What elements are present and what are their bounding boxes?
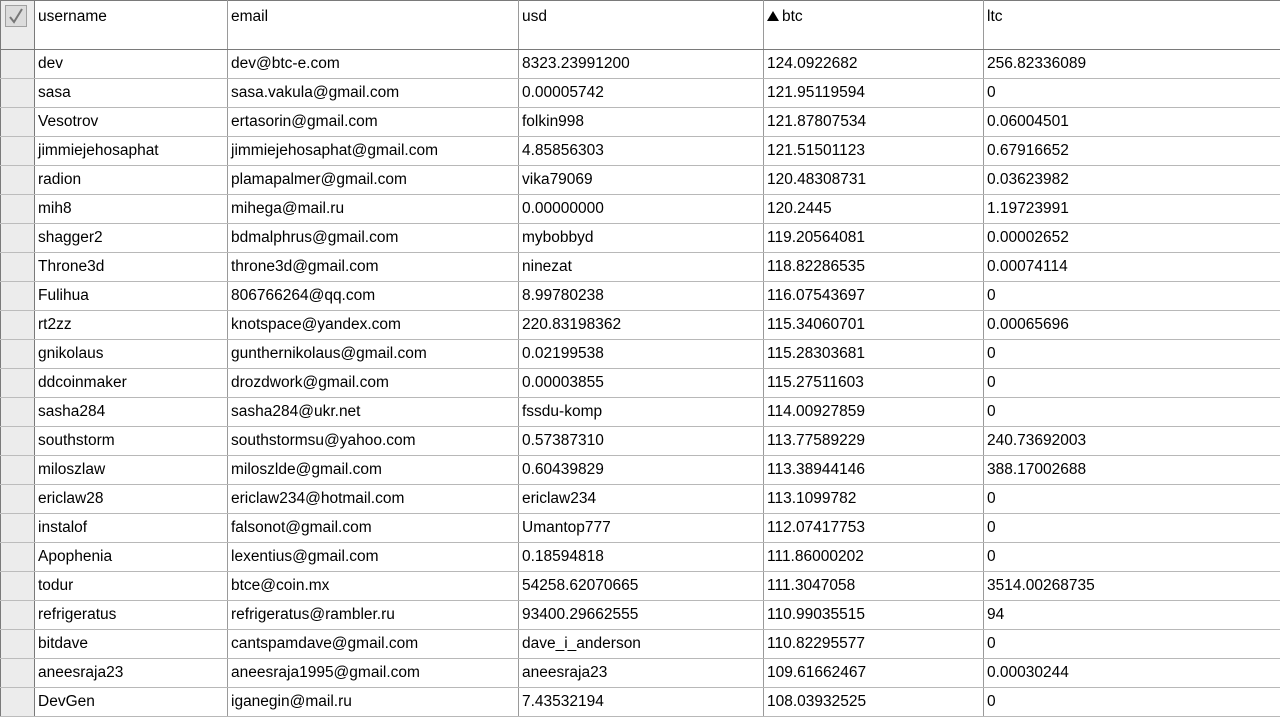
header-row — [1, 1, 1280, 50]
cell-username[interactable]: Fulihua — [35, 282, 228, 311]
cell-ltc[interactable]: 388.17002688 — [984, 456, 1280, 485]
cell-btc[interactable]: 113.1099782 — [764, 485, 984, 514]
cell-ltc[interactable]: 0 — [984, 79, 1280, 108]
table-row[interactable] — [1, 572, 1280, 601]
row-indicator[interactable] — [1, 456, 35, 485]
cell-ltc[interactable]: 94 — [984, 601, 1280, 630]
cell-usd[interactable]: 4.85856303 — [519, 137, 764, 166]
cell-email[interactable]: cantspamdave@gmail.com — [228, 630, 519, 659]
cell-usd[interactable]: 0.18594818 — [519, 543, 764, 572]
row-indicator[interactable] — [1, 543, 35, 572]
cell-ltc[interactable]: 0 — [984, 340, 1280, 369]
cell-usd[interactable]: folkin998 — [519, 108, 764, 137]
column-header-label: ltc — [987, 8, 1003, 25]
row-indicator[interactable] — [1, 688, 35, 717]
row-indicator[interactable] — [1, 427, 35, 456]
cell-ltc[interactable]: 0.67916652 — [984, 137, 1280, 166]
cell-usd[interactable]: 7.43532194 — [519, 688, 764, 717]
table-row[interactable] — [1, 427, 1280, 456]
column-header-label: usd — [522, 8, 547, 25]
table-row[interactable] — [1, 485, 1280, 514]
table-row[interactable] — [1, 108, 1280, 137]
cell-username[interactable]: instalof — [35, 514, 228, 543]
cell-username[interactable]: bitdave — [35, 630, 228, 659]
cell-email[interactable]: ertasorin@gmail.com — [228, 108, 519, 137]
cell-usd[interactable]: 0.57387310 — [519, 427, 764, 456]
cell-btc[interactable]: 119.20564081 — [764, 224, 984, 253]
row-indicator[interactable] — [1, 253, 35, 282]
cell-ltc[interactable]: 0 — [984, 543, 1280, 572]
cell-email[interactable]: plamapalmer@gmail.com — [228, 166, 519, 195]
table-row[interactable] — [1, 630, 1280, 659]
cell-usd[interactable]: 0.00003855 — [519, 369, 764, 398]
cell-btc[interactable]: 115.28303681 — [764, 340, 984, 369]
cell-email[interactable]: sasa.vakula@gmail.com — [228, 79, 519, 108]
cell-ltc[interactable]: 3514.00268735 — [984, 572, 1280, 601]
row-indicator[interactable] — [1, 601, 35, 630]
column-header-ltc[interactable] — [984, 1, 1280, 50]
cell-email[interactable]: mihega@mail.ru — [228, 195, 519, 224]
row-indicator[interactable] — [1, 282, 35, 311]
row-indicator[interactable] — [1, 340, 35, 369]
row-indicator[interactable] — [1, 630, 35, 659]
cell-ltc[interactable]: 0 — [984, 630, 1280, 659]
table-row[interactable] — [1, 543, 1280, 572]
row-indicator[interactable] — [1, 137, 35, 166]
row-indicator[interactable] — [1, 485, 35, 514]
cell-email[interactable]: drozdwork@gmail.com — [228, 369, 519, 398]
cell-ltc[interactable]: 0.00065696 — [984, 311, 1280, 340]
cell-usd[interactable]: 54258.62070665 — [519, 572, 764, 601]
cell-btc[interactable]: 109.61662467 — [764, 659, 984, 688]
table-row[interactable] — [1, 398, 1280, 427]
table-body — [1, 50, 1280, 717]
cell-username[interactable]: sasha284 — [35, 398, 228, 427]
cell-usd[interactable]: ericlaw234 — [519, 485, 764, 514]
column-header-usd[interactable] — [519, 1, 764, 50]
cell-usd[interactable]: 8323.23991200 — [519, 50, 764, 79]
column-header-btc[interactable] — [764, 1, 984, 50]
cell-ltc[interactable]: 0 — [984, 514, 1280, 543]
cell-btc[interactable]: 124.0922682 — [764, 50, 984, 79]
cell-username[interactable]: jimmiejehosaphat — [35, 137, 228, 166]
cell-btc[interactable]: 121.87807534 — [764, 108, 984, 137]
row-indicator[interactable] — [1, 572, 35, 601]
cell-btc[interactable]: 110.82295577 — [764, 630, 984, 659]
cell-username[interactable]: shagger2 — [35, 224, 228, 253]
cell-ltc[interactable]: 0 — [984, 398, 1280, 427]
cell-username[interactable]: radion — [35, 166, 228, 195]
cell-ltc[interactable]: 0.00074114 — [984, 253, 1280, 282]
table-row[interactable] — [1, 137, 1280, 166]
cell-email[interactable]: southstormsu@yahoo.com — [228, 427, 519, 456]
cell-email[interactable]: gunthernikolaus@gmail.com — [228, 340, 519, 369]
cell-usd[interactable]: ninezat — [519, 253, 764, 282]
row-indicator[interactable] — [1, 659, 35, 688]
cell-usd[interactable]: fssdu-komp — [519, 398, 764, 427]
cell-btc[interactable]: 112.07417753 — [764, 514, 984, 543]
cell-btc[interactable]: 120.2445 — [764, 195, 984, 224]
cell-email[interactable]: throne3d@gmail.com — [228, 253, 519, 282]
table-row[interactable] — [1, 79, 1280, 108]
cell-ltc[interactable]: 1.19723991 — [984, 195, 1280, 224]
cell-ltc[interactable]: 0 — [984, 369, 1280, 398]
cell-usd[interactable]: mybobbyd — [519, 224, 764, 253]
table-row[interactable] — [1, 659, 1280, 688]
table-row[interactable] — [1, 601, 1280, 630]
column-header-label: username — [38, 8, 107, 25]
sort-up-icon — [767, 11, 779, 21]
cell-usd[interactable]: 0.00000000 — [519, 195, 764, 224]
cell-email[interactable]: miloszlde@gmail.com — [228, 456, 519, 485]
cell-usd[interactable]: 93400.29662555 — [519, 601, 764, 630]
row-indicator[interactable] — [1, 50, 35, 79]
check-icon[interactable] — [5, 5, 27, 27]
row-indicator[interactable] — [1, 398, 35, 427]
cell-ltc[interactable]: 0 — [984, 688, 1280, 717]
cell-btc[interactable]: 120.48308731 — [764, 166, 984, 195]
cell-username[interactable]: southstorm — [35, 427, 228, 456]
cell-email[interactable]: bdmalphrus@gmail.com — [228, 224, 519, 253]
row-indicator[interactable] — [1, 108, 35, 137]
cell-usd[interactable]: 0.60439829 — [519, 456, 764, 485]
cell-email[interactable]: refrigeratus@rambler.ru — [228, 601, 519, 630]
table-row[interactable] — [1, 514, 1280, 543]
cell-btc[interactable]: 111.86000202 — [764, 543, 984, 572]
cell-btc[interactable]: 118.82286535 — [764, 253, 984, 282]
cell-username[interactable]: aneesraja23 — [35, 659, 228, 688]
table-row[interactable] — [1, 311, 1280, 340]
select-all-cell[interactable] — [1, 1, 35, 50]
column-header-label: btc — [782, 8, 803, 25]
column-header-email[interactable] — [228, 1, 519, 50]
cell-usd[interactable]: vika79069 — [519, 166, 764, 195]
cell-username[interactable]: gnikolaus — [35, 340, 228, 369]
cell-username[interactable]: ddcoinmaker — [35, 369, 228, 398]
row-indicator[interactable] — [1, 514, 35, 543]
cell-ltc[interactable]: 0.00030244 — [984, 659, 1280, 688]
cell-ltc[interactable]: 0.06004501 — [984, 108, 1280, 137]
cell-btc[interactable]: 108.03932525 — [764, 688, 984, 717]
cell-usd[interactable]: 8.99780238 — [519, 282, 764, 311]
table-row[interactable] — [1, 340, 1280, 369]
cell-username[interactable]: miloszlaw — [35, 456, 228, 485]
cell-btc[interactable]: 113.38944146 — [764, 456, 984, 485]
cell-email[interactable]: knotspace@yandex.com — [228, 311, 519, 340]
table-row[interactable] — [1, 166, 1280, 195]
cell-btc[interactable]: 115.34060701 — [764, 311, 984, 340]
cell-username[interactable]: rt2zz — [35, 311, 228, 340]
cell-ltc[interactable]: 0.00002652 — [984, 224, 1280, 253]
cell-btc[interactable]: 121.51501123 — [764, 137, 984, 166]
table-row[interactable] — [1, 50, 1280, 79]
cell-usd[interactable]: 220.83198362 — [519, 311, 764, 340]
row-indicator[interactable] — [1, 166, 35, 195]
cell-btc[interactable]: 111.3047058 — [764, 572, 984, 601]
cell-username[interactable]: sasa — [35, 79, 228, 108]
cell-email[interactable]: 806766264@qq.com — [228, 282, 519, 311]
table-row[interactable] — [1, 369, 1280, 398]
cell-ltc[interactable]: 256.82336089 — [984, 50, 1280, 79]
table-row[interactable] — [1, 688, 1280, 717]
cell-btc[interactable]: 113.77589229 — [764, 427, 984, 456]
cell-email[interactable]: lexentius@gmail.com — [228, 543, 519, 572]
cell-usd[interactable]: 0.00005742 — [519, 79, 764, 108]
row-indicator[interactable] — [1, 311, 35, 340]
table-row[interactable] — [1, 253, 1280, 282]
table-row[interactable] — [1, 224, 1280, 253]
cell-btc[interactable]: 121.95119594 — [764, 79, 984, 108]
column-header-username[interactable] — [35, 1, 228, 50]
cell-username[interactable]: dev — [35, 50, 228, 79]
cell-ltc[interactable]: 240.73692003 — [984, 427, 1280, 456]
cell-username[interactable]: Vesotrov — [35, 108, 228, 137]
cell-username[interactable]: todur — [35, 572, 228, 601]
cell-username[interactable]: ericlaw28 — [35, 485, 228, 514]
cell-email[interactable]: sasha284@ukr.net — [228, 398, 519, 427]
row-indicator[interactable] — [1, 369, 35, 398]
row-indicator[interactable] — [1, 224, 35, 253]
cell-usd[interactable]: Umantop777 — [519, 514, 764, 543]
cell-email[interactable]: ericlaw234@hotmail.com — [228, 485, 519, 514]
cell-btc[interactable]: 110.99035515 — [764, 601, 984, 630]
cell-usd[interactable]: 0.02199538 — [519, 340, 764, 369]
table-row[interactable] — [1, 282, 1280, 311]
row-indicator[interactable] — [1, 195, 35, 224]
cell-email[interactable]: btce@coin.mx — [228, 572, 519, 601]
cell-username[interactable]: Apophenia — [35, 543, 228, 572]
cell-email[interactable]: dev@btc-e.com — [228, 50, 519, 79]
column-header-label: email — [231, 8, 269, 25]
cell-btc[interactable]: 114.00927859 — [764, 398, 984, 427]
cell-email[interactable]: jimmiejehosaphat@gmail.com — [228, 137, 519, 166]
cell-username[interactable]: DevGen — [35, 688, 228, 717]
cell-email[interactable]: falsonot@gmail.com — [228, 514, 519, 543]
cell-usd[interactable]: dave_i_anderson — [519, 630, 764, 659]
table-row[interactable] — [1, 195, 1280, 224]
cell-btc[interactable]: 116.07543697 — [764, 282, 984, 311]
row-indicator[interactable] — [1, 79, 35, 108]
cell-username[interactable]: refrigeratus — [35, 601, 228, 630]
cell-ltc[interactable]: 0 — [984, 485, 1280, 514]
cell-usd[interactable]: aneesraja23 — [519, 659, 764, 688]
cell-username[interactable]: mih8 — [35, 195, 228, 224]
cell-ltc[interactable]: 0.03623982 — [984, 166, 1280, 195]
cell-btc[interactable]: 115.27511603 — [764, 369, 984, 398]
table-row[interactable] — [1, 456, 1280, 485]
cell-email[interactable]: iganegin@mail.ru — [228, 688, 519, 717]
cell-ltc[interactable]: 0 — [984, 282, 1280, 311]
cell-email[interactable]: aneesraja1995@gmail.com — [228, 659, 519, 688]
cell-username[interactable]: Throne3d — [35, 253, 228, 282]
